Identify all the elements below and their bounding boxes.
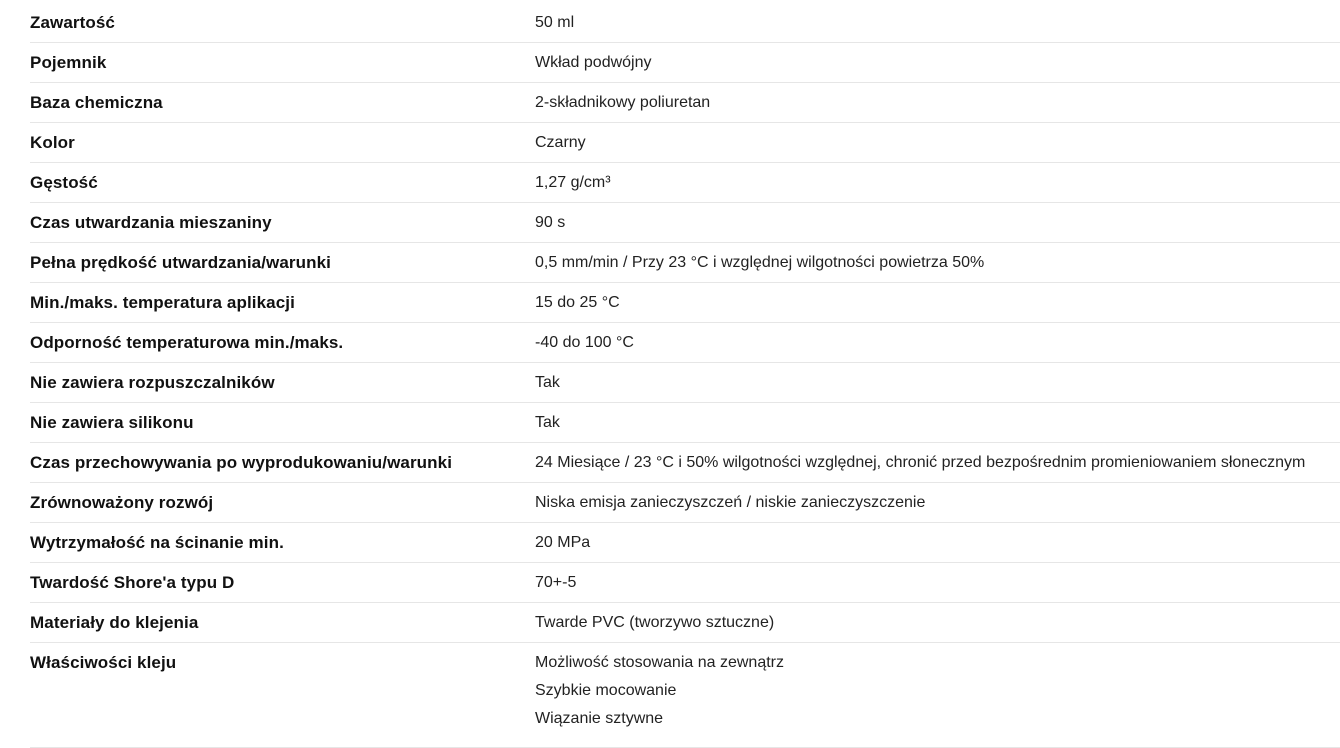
spec-label: Twardość Shore'a typu D [30,573,235,592]
spec-value: Tak [535,414,560,431]
spec-value: -40 do 100 °C [535,334,634,351]
specification-table [30,3,1340,748]
spec-value-item: Możliwość stosowania na zewnątrz [535,654,784,671]
spec-row [30,123,1340,163]
spec-value: 15 do 25 °C [535,294,620,311]
spec-label: Zrównoważony rozwój [30,493,214,512]
spec-value: Wkład podwójny [535,54,652,71]
spec-row [30,523,1340,563]
spec-row [30,163,1340,203]
spec-value: 20 MPa [535,534,591,551]
spec-value: Niska emisja zanieczyszczeń / niskie zanieczyszczenie [535,494,926,511]
spec-value: Czarny [535,134,586,151]
spec-label: Nie zawiera silikonu [30,413,194,432]
spec-label: Gęstość [30,173,98,192]
spec-label: Czas przechowywania po wyprodukowaniu/warunki [30,453,453,472]
spec-value: 2-składnikowy poliuretan [535,94,711,111]
spec-row [30,243,1340,283]
spec-label: Pełna prędkość utwardzania/warunki [30,253,331,272]
spec-label: Wytrzymałość na ścinanie min. [30,533,284,552]
spec-row [30,403,1340,443]
spec-row [30,363,1340,403]
spec-row [30,203,1340,243]
spec-label: Zawartość [30,13,115,32]
spec-row [30,3,1340,43]
spec-row [30,443,1340,483]
spec-value: 1,27 g/cm³ [535,174,611,191]
specification-table-body [30,3,1340,748]
spec-row [30,283,1340,323]
spec-label: Materiały do klejenia [30,613,199,632]
spec-label: Czas utwardzania mieszaniny [30,213,272,232]
spec-row [30,603,1340,643]
spec-label: Nie zawiera rozpuszczalników [30,373,275,392]
spec-row [30,83,1340,123]
spec-value: 70+-5 [535,574,577,591]
spec-value-item: Szybkie mocowanie [535,682,677,699]
spec-value: Twarde PVC (tworzywo sztuczne) [535,614,775,631]
spec-label: Min./maks. temperatura aplikacji [30,293,295,312]
spec-value: 24 Miesiące / 23 °C i 50% wilgotności względnej, chronić przed bezpośrednim promieniowaniem słonecznym [535,454,1306,471]
spec-value: 0,5 mm/min / Przy 23 °C i względnej wilgotności powietrza 50% [535,254,985,271]
spec-row [30,43,1340,83]
spec-label: Odporność temperaturowa min./maks. [30,333,344,352]
spec-label: Baza chemiczna [30,93,163,112]
spec-row [30,323,1340,363]
spec-value: 50 ml [535,14,575,31]
spec-label: Właściwości kleju [30,653,177,672]
spec-label: Kolor [30,133,75,152]
spec-value: Tak [535,374,560,391]
spec-row [30,483,1340,523]
spec-value: 90 s [535,214,566,231]
spec-row [30,563,1340,603]
spec-label: Pojemnik [30,53,107,72]
spec-value-item: Wiązanie sztywne [535,710,664,727]
